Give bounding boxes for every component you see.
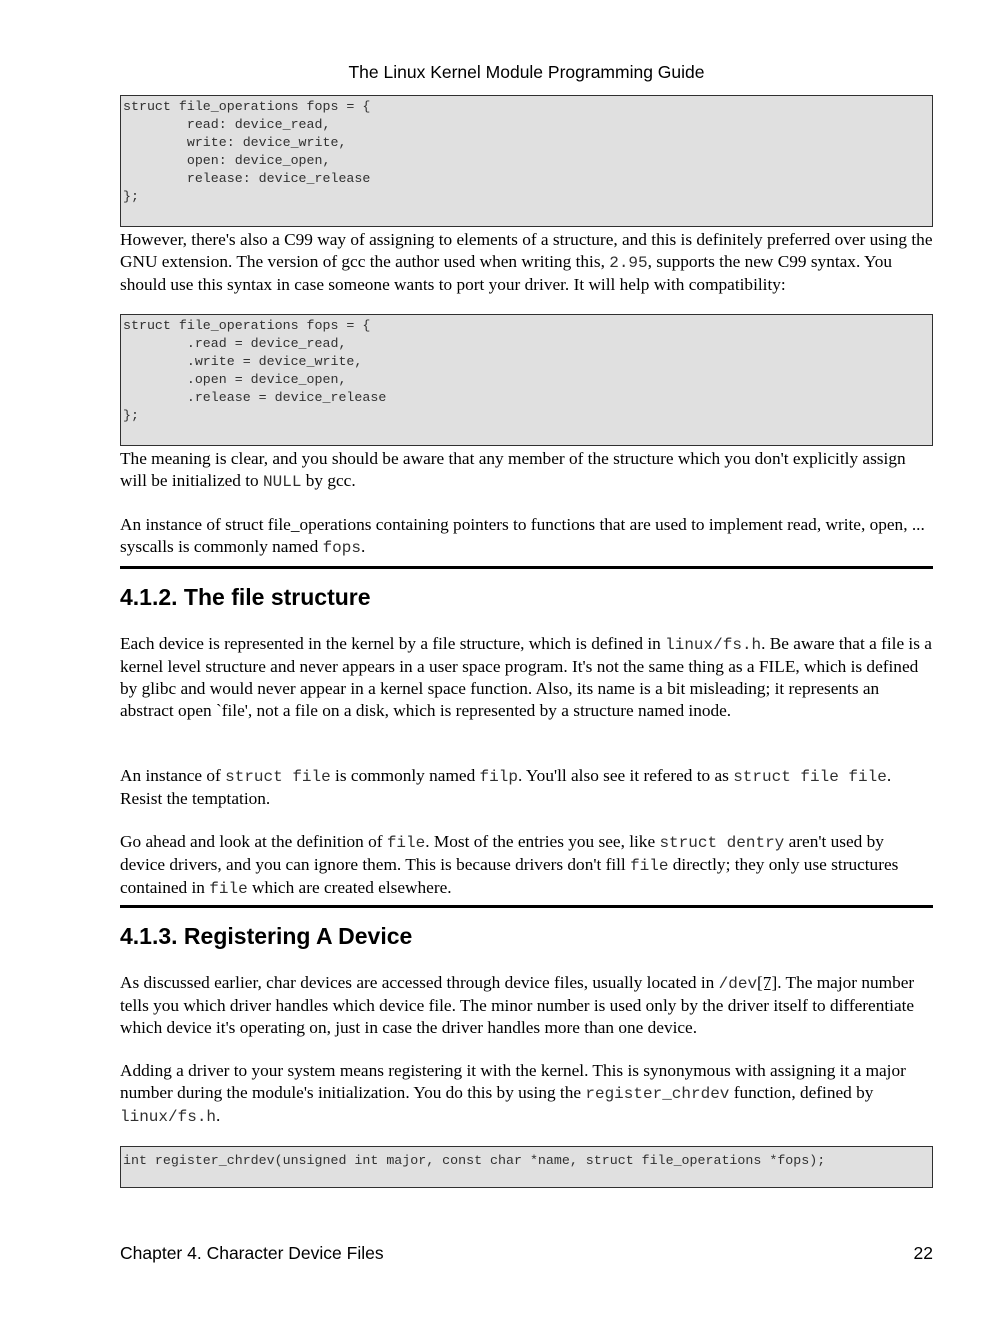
paragraph-null-init: The meaning is clear, and you should be aware that any member of the structure which you don't explicitly assign will be initialized to NULL by gcc. (120, 449, 906, 491)
paragraph-file-definition: Go ahead and look at the definition of file. Most of the entries you see, like struct dentry aren't used by device drivers, and you can ignore them. This is because drivers don't fill file directly; they only use structures contained in file which are created elsewhere. (120, 832, 899, 898)
inline-code: file (209, 880, 248, 898)
code-block-gnu-initializer: struct file_operations fops = { read: device_read, write: device_write, open: device_open, release: device_release }; (120, 95, 933, 227)
inline-code: linux/fs.h (665, 636, 762, 654)
running-header: The Linux Kernel Module Programming Guide (348, 62, 705, 82)
section-heading-registering-device: 4.1.3. Registering A Device (120, 923, 413, 949)
paragraph-c99-syntax: However, there's also a C99 way of assigning to elements of a structure, and this is definitely preferred over using the GNU extension. The version of gcc the author used when writing this, 2.95, supports the new C99 syntax. You should use this syntax in case someone wants to port your driver. It will help with compatibility: (120, 230, 933, 294)
inline-code: fops (322, 539, 361, 557)
inline-code: struct file (225, 768, 331, 786)
footnote-link-7[interactable]: [7] (757, 973, 778, 992)
code-block-c99-initializer: struct file_operations fops = { .read = device_read, .write = device_write, .open = device_open, .release = device_release }; (120, 314, 933, 446)
code-block-register-chrdev: int register_chrdev(unsigned int major, const char *name, struct file_operations *fops); (120, 1146, 933, 1188)
inline-code: filp (479, 768, 518, 786)
footer-page-number: 22 (913, 1243, 933, 1263)
paragraph-register-driver: Adding a driver to your system means registering it with the kernel. This is synonymous with assigning it a major number during the module's initialization. You do this by using the register_chrdev function, defined by linux/fs.h. (120, 1061, 906, 1126)
inline-code: file (386, 834, 426, 852)
inline-code: 2.95 (609, 254, 648, 272)
inline-code: NULL (263, 473, 302, 491)
paragraph-char-devices: As discussed earlier, char devices are accessed through device files, usually located in /dev[7]. The major number tells you which driver handles which device file. The minor number is used only by the driver itself to differentiate which device it's operating on, just in case the driver handles more than one device. (120, 973, 915, 1037)
section-heading-file-structure: 4.1.2. The file structure (120, 584, 371, 610)
inline-code: /dev (718, 975, 758, 993)
inline-code: struct dentry (659, 834, 785, 852)
paragraph-filp: An instance of struct file is commonly named filp. You'll also see it refered to as struct file file. Resist the temptation. (120, 766, 892, 808)
inline-code: register_chrdev (585, 1085, 730, 1103)
section-divider (120, 566, 933, 569)
paragraph-file-structure: Each device is represented in the kernel by a file structure, which is defined in linux/fs.h. Be aware that a file is a kernel level structure and never appears in a user space program. It's not the same thing as a FILE, which is defined by glibc and would never appear in a kernel space function. Also, its name is a bit misleading; it represents an abstract open `file', not a file on a disk, which is represented by a structure named inode. (120, 634, 932, 720)
footer-chapter: Chapter 4. Character Device Files (120, 1243, 384, 1263)
paragraph-fops-naming: An instance of struct file_operations containing pointers to functions that are used to implement read, write, open, ... syscalls is commonly named fops. (120, 515, 925, 557)
inline-code: struct file file (733, 768, 887, 786)
section-divider (120, 905, 933, 908)
inline-code: file (630, 857, 669, 875)
inline-code: linux/fs.h (120, 1108, 217, 1126)
